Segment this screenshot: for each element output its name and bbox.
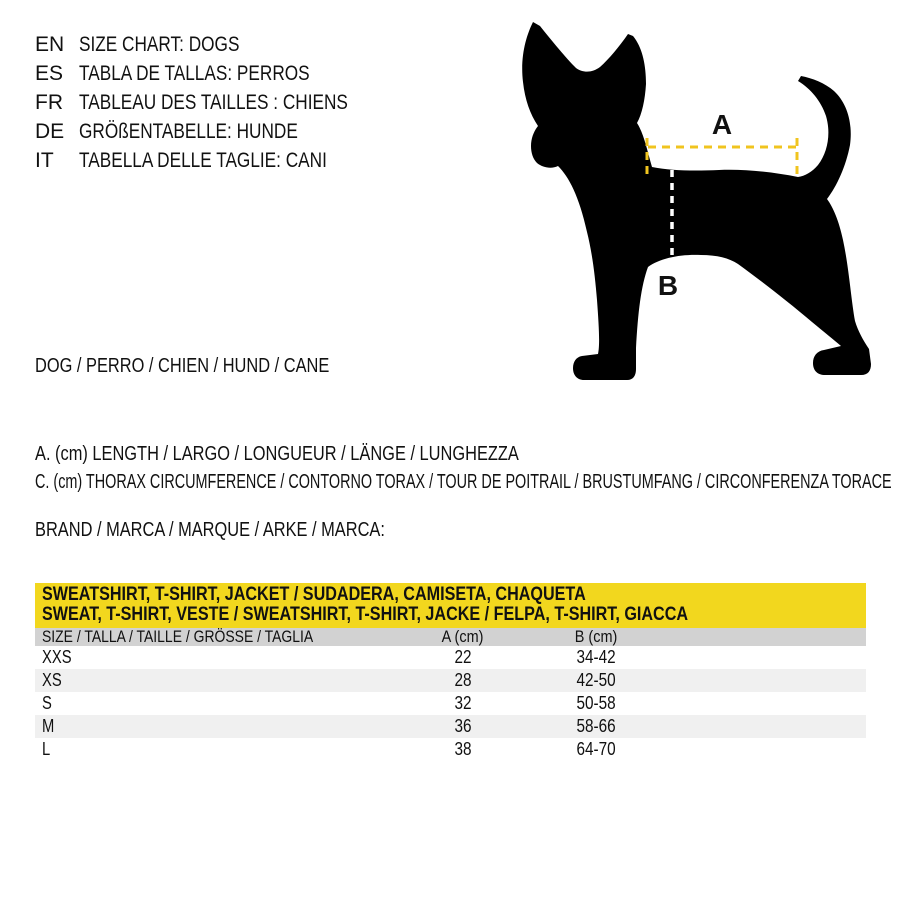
size-table	[35, 583, 866, 761]
measure-legend-thorax: C. (cm) THORAX CIRCUMFERENCE / CONTORNO TORAX / TOUR DE POITRAIL / BRUSTUMFANG / CIRCONFERENZA TORACE	[35, 471, 892, 493]
garment-type-banner	[35, 583, 866, 628]
column-header-size: SIZE / TALLA / TAILLE / GRÖSSE / TAGLIA	[42, 627, 314, 646]
length-cell: 32	[454, 693, 472, 713]
language-code: FR	[35, 91, 63, 114]
thorax-cell: 50-58	[576, 693, 616, 713]
length-cell: 22	[454, 647, 472, 667]
language-row-fr	[35, 88, 407, 117]
garment-type-line1: SWEATSHIRT, T-SHIRT, JACKET / SUDADERA, CAMISETA, CHAQUETA	[42, 584, 586, 605]
length-cell: 38	[454, 739, 472, 759]
language-title: TABELLA DELLE TAGLIE: CANI	[79, 149, 327, 172]
language-row-it	[35, 146, 407, 175]
language-code: ES	[35, 62, 64, 85]
language-title: TABLA DE TALLAS: PERROS	[79, 62, 310, 85]
table-row-l	[35, 738, 866, 761]
size-cell: M	[42, 716, 55, 736]
table-row-s	[35, 692, 866, 715]
language-code: IT	[35, 149, 54, 172]
measure-legend-length: A. (cm) LENGTH / LARGO / LONGUEUR / LÄNGE / LUNGHEZZA	[35, 443, 519, 465]
language-title: GRÖßENTABELLE: HUNDE	[79, 120, 298, 143]
language-code: EN	[35, 33, 65, 56]
language-title: TABLEAU DES TAILLES : CHIENS	[79, 91, 348, 114]
table-row-m	[35, 715, 866, 738]
measure-label-b: B	[657, 270, 679, 301]
animal-label: DOG / PERRO / CHIEN / HUND / CANE	[35, 355, 330, 377]
size-cell: L	[42, 739, 51, 759]
language-row-en	[35, 30, 407, 59]
thorax-cell: 64-70	[576, 739, 616, 759]
thorax-cell: 34-42	[576, 647, 616, 667]
thorax-cell: 58-66	[576, 716, 616, 736]
brand-label: BRAND / MARCA / MARQUE / ARKE / MARCA:	[35, 519, 385, 541]
thorax-cell: 42-50	[576, 670, 616, 690]
dog-silhouette	[522, 22, 871, 380]
length-cell: 28	[454, 670, 472, 690]
language-title: SIZE CHART: DOGS	[79, 33, 240, 56]
table-header-row	[35, 628, 866, 646]
garment-type-line2: SWEAT, T-SHIRT, VESTE / SWEATSHIRT, T-SHIRT, JACKE / FELPA, T-SHIRT, GIACCA	[42, 604, 689, 625]
language-row-es	[35, 59, 407, 88]
size-cell: S	[42, 693, 52, 713]
column-header-a: A (cm)	[442, 627, 484, 646]
table-row-xxs	[35, 646, 866, 669]
length-cell: 36	[454, 716, 472, 736]
column-header-b: B (cm)	[574, 627, 618, 646]
size-cell: XXS	[42, 647, 72, 667]
size-cell: XS	[42, 670, 62, 690]
dog-measurement-diagram	[500, 10, 900, 400]
language-row-de	[35, 117, 407, 146]
language-list	[35, 30, 407, 175]
language-code: DE	[35, 120, 65, 143]
measure-label-a: A	[711, 109, 733, 140]
table-row-xs	[35, 669, 866, 692]
